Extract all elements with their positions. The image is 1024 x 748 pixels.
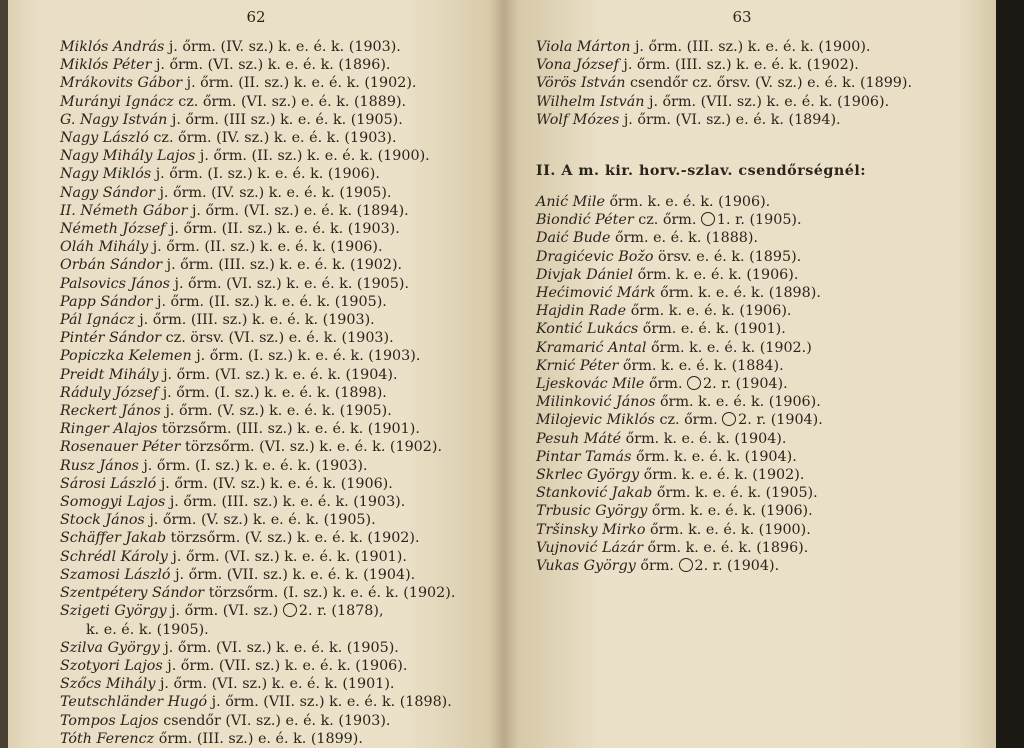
list-item	[60, 438, 480, 456]
entry-name: Milojevic Miklós	[536, 412, 655, 429]
entry-detail: j. őrm. (II. sz.) k. e. é. k. (1903).	[170, 221, 400, 238]
list-item	[60, 111, 480, 129]
entry-name: Pintér Sándor	[60, 330, 162, 347]
list-item	[536, 539, 976, 557]
entry-name: Schäffer Jakab	[60, 530, 167, 547]
entry-detail: cz. őrm.	[638, 212, 697, 229]
entry-detail: j. őrm. (IV. sz.) k. e. é. k. (1903).	[168, 39, 401, 55]
entry-detail: j. őrm. (VII. sz.) k. e. é. k. (1906).	[649, 93, 890, 110]
entry-name: Vörös István	[536, 75, 626, 92]
entry-name: Szigeti György	[60, 603, 167, 620]
entry-detail: j. őrm. (II. sz.) k. e. é. k. (1902).	[186, 75, 417, 92]
left-page	[8, 0, 504, 748]
entry-name: Vukas György	[536, 558, 636, 575]
list-item	[536, 339, 976, 357]
list-item	[60, 275, 480, 293]
list-item	[536, 521, 976, 539]
entry-name: G. Nagy István	[60, 111, 168, 128]
list-item	[60, 602, 480, 620]
entry-detail: őrm. k. e. é. k. (1906).	[637, 266, 799, 283]
list-item	[536, 502, 976, 520]
list-item	[536, 211, 976, 229]
entry-name: Tršinsky Mirko	[536, 521, 646, 538]
entry-name: Nagy László	[60, 130, 149, 147]
page-number-right: 63	[732, 8, 752, 26]
entry-name: Sárosi László	[60, 475, 157, 492]
entry-name: Teutschländer Hugó	[60, 694, 208, 711]
entry-after: 2. r. (1878),	[298, 603, 384, 620]
entry-name: Daić Bude	[536, 230, 611, 247]
entry-detail: őrm. k. e. é. k. (1904).	[625, 430, 787, 447]
entry-detail: őrm. e. é. k. (1901).	[642, 321, 786, 338]
entry-name: Miklós Péter	[60, 57, 152, 74]
list-item	[60, 730, 480, 748]
list-item	[60, 475, 480, 493]
list-item	[60, 712, 480, 730]
list-item	[536, 557, 976, 575]
entry-name: Kontić Lukács	[536, 321, 639, 338]
entry-detail: őrm. k. e. é. k. (1904).	[635, 448, 797, 465]
entry-after: 1. r. (1905).	[716, 212, 802, 229]
entry-detail: örsv. e. é. k. (1895).	[658, 248, 802, 265]
entry-detail: őrm. k. e. é. k. (1902.)	[651, 339, 812, 356]
entry-name: Stanković Jakab	[536, 485, 653, 502]
list-item	[536, 448, 976, 466]
list-item	[536, 357, 976, 375]
entry-list-right	[536, 38, 976, 129]
list-item	[60, 74, 480, 92]
entry-name: Kramarić Antal	[536, 339, 647, 356]
list-item	[60, 639, 480, 657]
list-item	[60, 202, 480, 220]
entry-name: Nagy Miklós	[60, 166, 152, 183]
entry-name: Skrlec György	[536, 467, 640, 484]
entry-detail: cz. őrm. (VI. sz.) e. é. k. (1889).	[178, 93, 407, 110]
entry-detail: cz. őrm.	[659, 412, 718, 429]
entry-after: 2. r. (1904).	[694, 558, 780, 575]
entry-detail: j. őrm. (VI. sz.) k. e. é. k. (1901).	[172, 548, 407, 565]
list-item	[60, 38, 480, 56]
entry-name: Milinković János	[536, 394, 656, 411]
entry-detail: őrm. k. e. é. k. (1906).	[609, 194, 771, 210]
list-item	[60, 584, 480, 602]
right-page	[504, 0, 996, 748]
list-item	[536, 38, 976, 56]
entry-name: Popiczka Kelemen	[60, 348, 192, 365]
entry-detail: őrm. k. e. é. k. (1906).	[630, 303, 792, 320]
entry-name: Hećimović Márk	[536, 285, 656, 302]
list-item	[60, 347, 480, 365]
entry-detail: j. őrm. (IV. sz.) k. e. é. k. (1906).	[160, 475, 393, 492]
list-item	[60, 457, 480, 475]
list-item	[60, 56, 480, 74]
entry-name: Ráduly József	[60, 384, 159, 401]
list-item	[536, 484, 976, 502]
entry-name: Wilhelm István	[536, 93, 645, 110]
entry-name: Oláh Mihály	[60, 239, 149, 256]
entry-name: Ljeskovác Mile	[536, 376, 645, 393]
entry-detail: j. őrm. (III. sz.) k. e. é. k. (1903).	[139, 312, 375, 329]
entry-name: II. Németh Gábor	[60, 202, 188, 219]
entry-detail: törzsőrm. (III. sz.) k. e. é. k. (1901).	[161, 421, 420, 438]
list-item	[60, 693, 480, 711]
entry-name: Mrákovits Gábor	[60, 75, 183, 92]
entry-name: Viola Márton	[536, 39, 631, 55]
entry-detail: törzsőrm. (VI. sz.) k. e. é. k. (1902).	[184, 439, 442, 456]
list-item	[60, 511, 480, 529]
list-item	[60, 93, 480, 111]
list-item	[536, 111, 976, 129]
entry-name: Reckert János	[60, 403, 161, 420]
entry-name: Nagy Mihály Lajos	[60, 148, 196, 165]
entry-name: Ringer Alajos	[60, 421, 158, 438]
list-item	[536, 93, 976, 111]
entry-detail: j. őrm. (II. sz.) k. e. é. k. (1900).	[199, 148, 430, 165]
entry-detail: j. őrm. (VI. sz.) e. é. k. (1894).	[191, 202, 409, 219]
list-item	[536, 320, 976, 338]
entry-name: Preidt Mihály	[60, 366, 159, 383]
entry-name: Papp Sándor	[60, 293, 153, 310]
ring-icon	[722, 412, 736, 426]
list-item	[60, 184, 480, 202]
entry-continuation: k. e. é. k. (1905).	[86, 621, 209, 638]
entry-name: Biondić Péter	[536, 212, 634, 229]
entry-name: Tompos Lajos	[60, 712, 159, 729]
entry-name: Vujnović Lázár	[536, 539, 643, 556]
entry-detail: j. őrm. (III. sz.) k. e. é. k. (1902).	[623, 57, 859, 74]
entry-name: Anić Mile	[536, 194, 605, 210]
entry-detail: j. őrm. (I. sz.) k. e. é. k. (1898).	[162, 384, 387, 401]
entry-name: Divjak Dániel	[536, 266, 634, 283]
list-item	[536, 393, 976, 411]
entry-detail: j. őrm. (II. sz.) k. e. é. k. (1905).	[157, 293, 387, 310]
entry-detail: j. őrm. (II. sz.) k. e. é. k. (1906).	[152, 239, 383, 256]
entry-detail: törzsőrm. (I. sz.) k. e. é. k. (1902).	[208, 585, 456, 602]
entry-name: Pintar Tamás	[536, 448, 632, 465]
entry-name: Szilva György	[60, 639, 160, 656]
page-number-left: 62	[246, 8, 266, 26]
entry-after: 2. r. (1904).	[703, 376, 788, 393]
list-item	[536, 284, 976, 302]
entry-list-right-section	[536, 193, 976, 575]
entry-detail: őrm. e. é. k. (1888).	[614, 230, 759, 247]
entry-name: Schrédl Károly	[60, 548, 168, 565]
list-item	[60, 147, 480, 165]
list-item	[536, 56, 976, 74]
entry-detail: cz. őrm. (IV. sz.) k. e. é. k. (1903).	[153, 130, 397, 147]
entry-detail: j. őrm. (VI. sz.) k. e. é. k. (1901).	[159, 676, 395, 693]
list-item	[60, 657, 480, 675]
entry-name: Trbusic György	[536, 503, 648, 520]
entry-detail: j. őrm. (III. sz.) k. e. é. k. (1900).	[635, 39, 871, 55]
entry-detail: j. őrm. (III. sz.) k. e. é. k. (1902).	[166, 257, 403, 274]
entry-detail: j. őrm. (VI. sz.) k. e. é. k. (1905).	[174, 275, 409, 292]
entry-detail: j. őrm. (IV. sz.) k. e. é. k. (1905).	[159, 184, 392, 201]
list-item	[60, 384, 480, 402]
entry-name: Dragićevic Božo	[536, 248, 654, 265]
entry-detail: törzsőrm. (V. sz.) k. e. é. k. (1902).	[170, 530, 420, 547]
entry-detail: őrm. k. e. é. k. (1906).	[660, 394, 821, 411]
list-item	[60, 548, 480, 566]
entry-detail: j. őrm. (VI. sz.) k. e. é. k. (1905).	[164, 639, 399, 656]
entry-detail: j. őrm. (V. sz.) k. e. é. k. (1905).	[149, 512, 376, 529]
entry-name: Szamosi László	[60, 566, 171, 583]
entry-name: Krnić Péter	[536, 357, 619, 374]
list-item	[536, 302, 976, 320]
entry-name: Németh József	[60, 221, 166, 238]
entry-name: Szentpétery Sándor	[60, 585, 205, 602]
entry-name: Vona József	[536, 57, 619, 74]
entry-detail: j. őrm. (III sz.) k. e. é. k. (1905).	[171, 111, 403, 128]
entry-name: Miklós András	[60, 39, 165, 55]
list-item	[60, 220, 480, 238]
entry-detail: j. őrm. (VI. sz.) k. e. é. k. (1896).	[155, 57, 391, 74]
entry-name: Szőcs Mihály	[60, 676, 156, 693]
entry-detail: j. őrm. (I. sz.) k. e. é. k. (1903).	[196, 348, 421, 365]
entry-name: Pesuh Máté	[536, 430, 622, 447]
entry-detail: őrm.	[648, 376, 683, 393]
ring-icon	[283, 603, 297, 617]
list-item	[60, 256, 480, 274]
entry-detail: őrm. k. e. é. k. (1896).	[647, 539, 809, 556]
list-item	[60, 329, 480, 347]
list-item	[60, 420, 480, 438]
list-item	[536, 248, 976, 266]
list-item	[60, 621, 480, 639]
entry-detail: j. őrm. (VII. sz.) k. e. é. k. (1906).	[167, 657, 408, 674]
entry-after: 2. r. (1904).	[738, 412, 823, 429]
entry-detail: j. őrm. (VII. sz.) k. e. é. k. (1898).	[211, 694, 452, 711]
entry-detail: őrm. (III. sz.) e. é. k. (1899).	[158, 730, 363, 747]
list-item	[60, 129, 480, 147]
list-item	[60, 566, 480, 584]
list-item	[60, 293, 480, 311]
entry-name: Tóth Ferencz	[60, 730, 155, 747]
section-heading: II. A m. kir. horv.-szlav. csendőrségnél:	[536, 163, 867, 179]
ring-icon	[687, 376, 701, 390]
list-item	[536, 74, 976, 92]
list-item	[536, 411, 976, 429]
list-item	[536, 193, 976, 211]
entry-detail: j. őrm. (VI. sz.) e. é. k. (1894).	[623, 111, 841, 128]
list-item	[60, 493, 480, 511]
entry-name: Pál Ignácz	[60, 312, 135, 329]
entry-name: Stock János	[60, 512, 145, 529]
entry-name: Rosenauer Péter	[60, 439, 181, 456]
entry-detail: j. őrm. (VI. sz.)	[171, 603, 279, 620]
entry-name: Murányi Ignácz	[60, 93, 174, 110]
entry-detail: j. őrm. (I. sz.) k. e. é. k. (1906).	[155, 166, 380, 183]
list-item	[60, 402, 480, 420]
list-item	[60, 311, 480, 329]
entry-name: Nagy Sándor	[60, 184, 155, 201]
entry-detail: őrm. k. e. é. k. (1900).	[649, 521, 811, 538]
list-item	[60, 238, 480, 256]
entry-detail: j. őrm. (VII. sz.) k. e. é. k. (1904).	[175, 566, 416, 583]
entry-detail: cz. örsv. (VI. sz.) e. é. k. (1903).	[165, 330, 394, 347]
ring-icon	[679, 558, 693, 572]
list-item	[60, 165, 480, 183]
entry-detail: j. őrm. (V. sz.) k. e. é. k. (1905).	[165, 403, 392, 420]
list-item	[536, 375, 976, 393]
entry-detail: csendőr (VI. sz.) e. é. k. (1903).	[163, 712, 391, 729]
entry-detail: j. őrm. (I. sz.) k. e. é. k. (1903).	[143, 457, 368, 474]
entry-name: Szotyori Lajos	[60, 657, 163, 674]
entry-name: Somogyi Lajos	[60, 494, 166, 511]
list-item	[536, 430, 976, 448]
list-item	[536, 229, 976, 247]
entry-name: Rusz János	[60, 457, 139, 474]
entry-detail: őrm.	[640, 558, 674, 575]
entry-detail: őrm. k. e. é. k. (1906).	[651, 503, 813, 520]
entry-detail: őrm. k. e. é. k. (1884).	[622, 357, 784, 374]
entry-list-left	[60, 38, 480, 748]
entry-detail: j. őrm. (III. sz.) k. e. é. k. (1903).	[169, 494, 406, 511]
entry-name: Wolf Mózes	[536, 111, 620, 128]
entry-detail: csendőr cz. őrsv. (V. sz.) e. é. k. (1899).	[630, 75, 913, 92]
list-item	[536, 466, 976, 484]
list-item	[60, 366, 480, 384]
entry-detail: j. őrm. (VI. sz.) k. e. é. k. (1904).	[163, 366, 398, 383]
entry-name: Palsovics János	[60, 275, 170, 292]
entry-name: Orbán Sándor	[60, 257, 163, 274]
list-item	[60, 529, 480, 547]
list-item	[536, 266, 976, 284]
ring-icon	[701, 212, 715, 226]
entry-name: Hajdin Rade	[536, 303, 627, 320]
entry-detail: őrm. k. e. é. k. (1905).	[656, 485, 818, 502]
entry-detail: őrm. k. e. é. k. (1902).	[643, 467, 805, 484]
entry-detail: őrm. k. e. é. k. (1898).	[660, 285, 821, 302]
list-item	[60, 675, 480, 693]
